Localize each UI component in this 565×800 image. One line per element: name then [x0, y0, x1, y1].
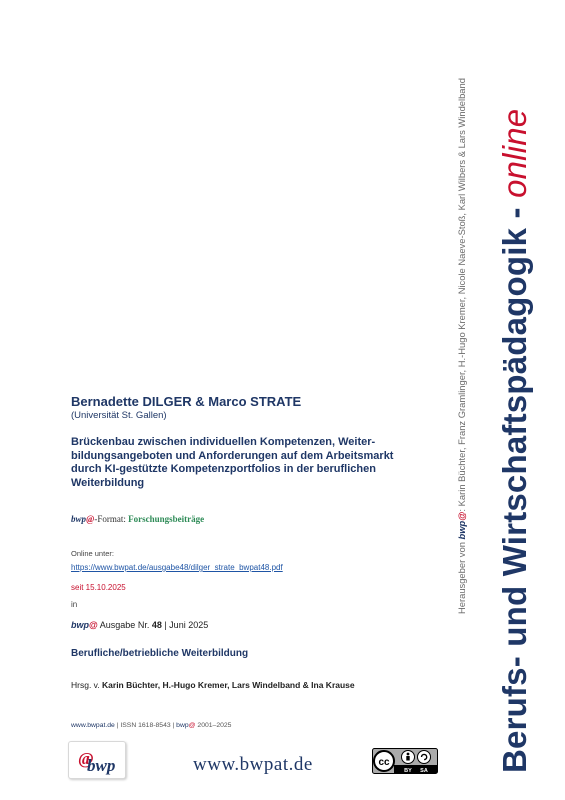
- editors-names: : Karin Büchter, Franz Gramlinger, H.-Hugo Kremer, Nicole Naeve-Stoß, Karl Wilbers & Lars Windelband: [456, 78, 467, 512]
- issue-line: [71, 620, 208, 630]
- by-person-icon: [407, 753, 410, 756]
- footer-issn: | ISSN 1618-8543 |: [114, 722, 177, 729]
- logo-bwp: bwp: [87, 756, 116, 775]
- logo-text: [78, 749, 116, 775]
- issue-number: 48: [151, 620, 162, 630]
- format-at: @: [86, 514, 95, 524]
- editors-at: @: [456, 511, 467, 521]
- editors-prefix: Herausgeber von: [456, 539, 467, 614]
- editors-bwp: bwp: [456, 520, 467, 540]
- issue-topic: Berufliche/betriebliche Weiterbildung: [71, 648, 249, 659]
- issue-label: Ausgabe Nr.: [97, 620, 152, 630]
- journal-title: [496, 53, 534, 773]
- cc-text: cc: [378, 757, 390, 768]
- format-value: Forschungsbeiträge: [128, 514, 205, 524]
- editors-line: [456, 54, 467, 614]
- article-title: Brückenbau zwischen individuellen Kompetenzen, Weiter-bildungsangeboten und Anforderungen auf dem Arbeitsmarkt durch KI-gestützte Kompetenzportfolios in der beruflichen Weiterbildung: [71, 436, 394, 489]
- article-authors: Bernadette DILGER & Marco STRATE: [71, 394, 302, 409]
- issue-bwp: bwp: [71, 620, 89, 630]
- hrsg-label: Hrsg. v.: [71, 680, 103, 690]
- format-line: [71, 514, 204, 524]
- format-label: -Format:: [94, 514, 126, 524]
- bwpat-logo[interactable]: [68, 741, 126, 779]
- format-bwp: bwp: [71, 514, 87, 524]
- footer-at: @: [188, 722, 196, 729]
- journal-title-main: Berufs- und Wirtschaftspädagogik -: [496, 197, 533, 773]
- website-link[interactable]: www.bwpat.de: [193, 754, 313, 775]
- footer-line: [71, 722, 231, 729]
- issue-at: @: [89, 620, 98, 630]
- issue-date: | Juni 2025: [161, 620, 209, 630]
- in-label: in: [71, 600, 78, 609]
- hrsg-names: Karin Büchter, H.-Hugo Kremer, Lars Windelband & Ina Krause: [102, 680, 355, 690]
- online-label: Online unter:: [71, 549, 114, 558]
- logo-at: @: [78, 749, 94, 768]
- footer-years: 2001–2025: [195, 722, 232, 729]
- by-text: BY: [404, 768, 412, 774]
- article-affiliation: (Universität St. Gallen): [71, 410, 167, 421]
- footer-site-link[interactable]: www.bwpat.de: [71, 722, 115, 729]
- sa-text: SA: [420, 768, 428, 774]
- article-url-link[interactable]: https://www.bwpat.de/ausgabe48/dilger_strate_bwpat48.pdf: [71, 563, 283, 572]
- issue-editors: [71, 680, 355, 690]
- footer-bwp: bwp: [176, 722, 189, 729]
- cc-by-sa-license-icon[interactable]: [372, 748, 438, 774]
- journal-title-online: online: [496, 108, 533, 198]
- online-since: seit 15.10.2025: [71, 583, 126, 592]
